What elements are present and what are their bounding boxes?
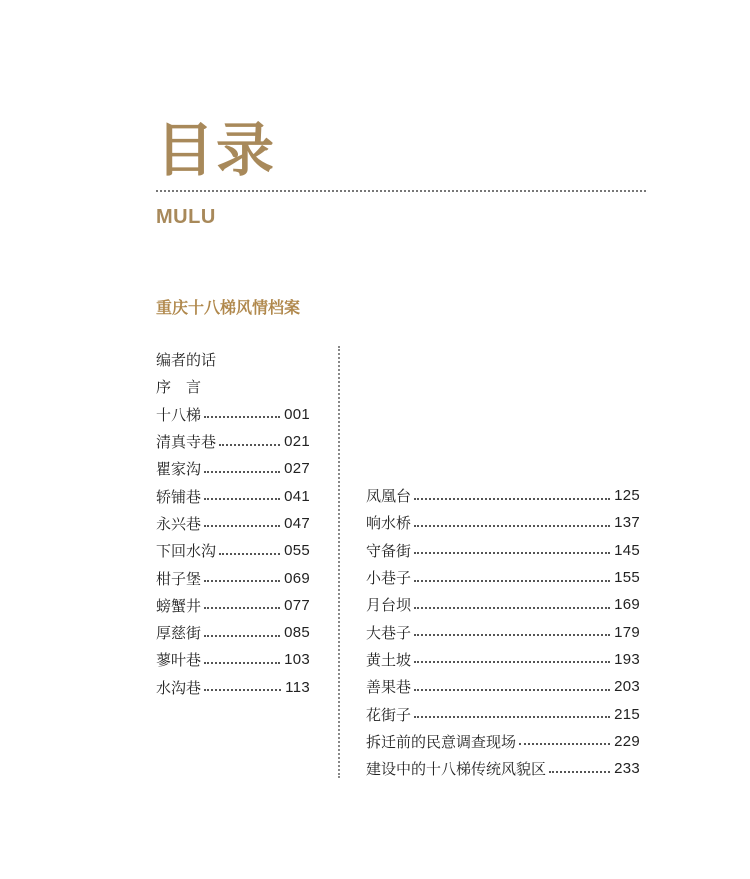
toc-entry-title: 守备街 xyxy=(366,541,412,560)
toc-entry-page: 145 xyxy=(614,541,640,559)
toc-entry-title: 瞿家沟 xyxy=(156,460,202,479)
toc-entry[interactable] xyxy=(156,646,310,673)
toc-entry[interactable] xyxy=(366,564,640,591)
toc-entry-page: 229 xyxy=(614,732,640,750)
toc-entry-page: 113 xyxy=(285,678,310,696)
toc-entry-page: 203 xyxy=(614,678,640,696)
toc-entry[interactable] xyxy=(366,591,640,618)
toc-entry-title: 拆迁前的民意调查现场 xyxy=(366,732,517,751)
toc-entry-title: 黄土坡 xyxy=(366,650,412,669)
toc-entry[interactable] xyxy=(156,373,310,400)
toc-entry-title: 十八梯 xyxy=(156,405,202,424)
page-title-pinyin: MULU xyxy=(156,206,216,228)
toc-entry[interactable] xyxy=(156,537,310,564)
toc-entry[interactable] xyxy=(366,509,640,536)
toc-entry[interactable] xyxy=(366,728,640,755)
toc-entry[interactable] xyxy=(366,673,640,700)
toc-entry-page: 055 xyxy=(284,542,310,560)
toc-left-column xyxy=(156,346,310,701)
toc-entry-page: 155 xyxy=(614,569,640,587)
toc-entry-page: 047 xyxy=(284,514,310,532)
toc-entry-title: 螃蟹井 xyxy=(156,596,202,615)
toc-entry-page: 179 xyxy=(614,623,640,641)
toc-entry-page: 233 xyxy=(614,760,640,778)
toc-entry[interactable] xyxy=(366,700,640,727)
dot-leader xyxy=(204,471,280,473)
toc-entry-title: 永兴巷 xyxy=(156,514,202,533)
toc-entry-title: 建设中的十八梯传统风貌区 xyxy=(366,760,547,779)
toc-entry[interactable] xyxy=(156,592,310,619)
toc-entry-title: 柑子堡 xyxy=(156,569,202,588)
dot-leader xyxy=(414,634,610,636)
toc-entry-title: 下回水沟 xyxy=(156,542,217,561)
dot-leader xyxy=(204,525,280,527)
toc-entry[interactable] xyxy=(366,618,640,645)
toc-right-column xyxy=(366,482,640,782)
dot-leader xyxy=(414,607,610,609)
toc-entry-page: 103 xyxy=(284,651,310,669)
toc-entry-page: 027 xyxy=(284,460,310,478)
toc-entry[interactable] xyxy=(156,428,310,455)
toc-entry-title: 轿铺巷 xyxy=(156,487,202,506)
toc-entry-page: 077 xyxy=(284,596,310,614)
toc-entry[interactable] xyxy=(156,510,310,537)
book-title: 重庆十八梯风情档案 xyxy=(156,298,301,317)
dot-leader xyxy=(204,635,280,637)
toc-entry-title: 序 言 xyxy=(156,378,202,397)
dot-leader xyxy=(414,580,610,582)
dot-leader xyxy=(219,553,280,555)
toc-entry[interactable] xyxy=(156,346,310,373)
toc-entry-title: 花街子 xyxy=(366,705,412,724)
toc-entry-title: 水沟巷 xyxy=(156,678,202,697)
toc-entry-page: 193 xyxy=(614,650,640,668)
toc-entry-page: 069 xyxy=(284,569,310,587)
toc-entry[interactable] xyxy=(156,619,310,646)
toc-entry-page: 085 xyxy=(284,624,310,642)
dot-leader xyxy=(414,716,610,718)
dot-leader xyxy=(204,498,280,500)
dot-leader xyxy=(414,661,610,663)
toc-entry-title: 蓼叶巷 xyxy=(156,651,202,670)
toc-entry[interactable] xyxy=(366,537,640,564)
dot-leader xyxy=(414,498,610,500)
column-divider xyxy=(338,346,340,778)
dot-leader xyxy=(549,771,610,773)
toc-entry[interactable] xyxy=(156,401,310,428)
toc-entry[interactable] xyxy=(366,646,640,673)
dot-leader xyxy=(519,743,610,745)
toc-entry-title: 响水桥 xyxy=(366,514,412,533)
toc-entry-page: 215 xyxy=(614,705,640,723)
toc-entry[interactable] xyxy=(156,674,310,701)
dot-leader xyxy=(204,607,280,609)
toc-entry[interactable] xyxy=(156,455,310,482)
dot-leader xyxy=(414,552,610,554)
dot-leader xyxy=(204,580,280,582)
toc-entry-title: 厚慈街 xyxy=(156,624,202,643)
toc-entry[interactable] xyxy=(366,755,640,782)
dot-leader xyxy=(414,689,610,691)
toc-entry[interactable] xyxy=(366,482,640,509)
dot-leader xyxy=(204,416,280,418)
toc-entry-page: 021 xyxy=(284,433,310,451)
toc-entry-title: 善果巷 xyxy=(366,678,412,697)
toc-entry-page: 137 xyxy=(614,514,640,532)
toc-entry-title: 小巷子 xyxy=(366,569,412,588)
dot-leader xyxy=(204,689,281,691)
toc-entry[interactable] xyxy=(156,482,310,509)
page-title: 目录 xyxy=(156,116,277,184)
toc-entry-page: 125 xyxy=(614,487,640,505)
toc-entry[interactable] xyxy=(156,564,310,591)
toc-entry-page: 041 xyxy=(284,487,310,505)
dot-leader xyxy=(219,444,280,446)
toc-entry-title: 凤凰台 xyxy=(366,487,412,506)
toc-entry-page: 169 xyxy=(614,596,640,614)
title-divider xyxy=(156,190,646,192)
toc-entry-title: 清真寺巷 xyxy=(156,433,217,452)
toc-entry-title: 大巷子 xyxy=(366,623,412,642)
toc-entry-title: 月台坝 xyxy=(366,596,412,615)
toc-entry-page: 001 xyxy=(284,405,310,423)
dot-leader xyxy=(204,662,280,664)
toc-entry-title: 编者的话 xyxy=(156,351,217,370)
dot-leader xyxy=(414,525,610,527)
